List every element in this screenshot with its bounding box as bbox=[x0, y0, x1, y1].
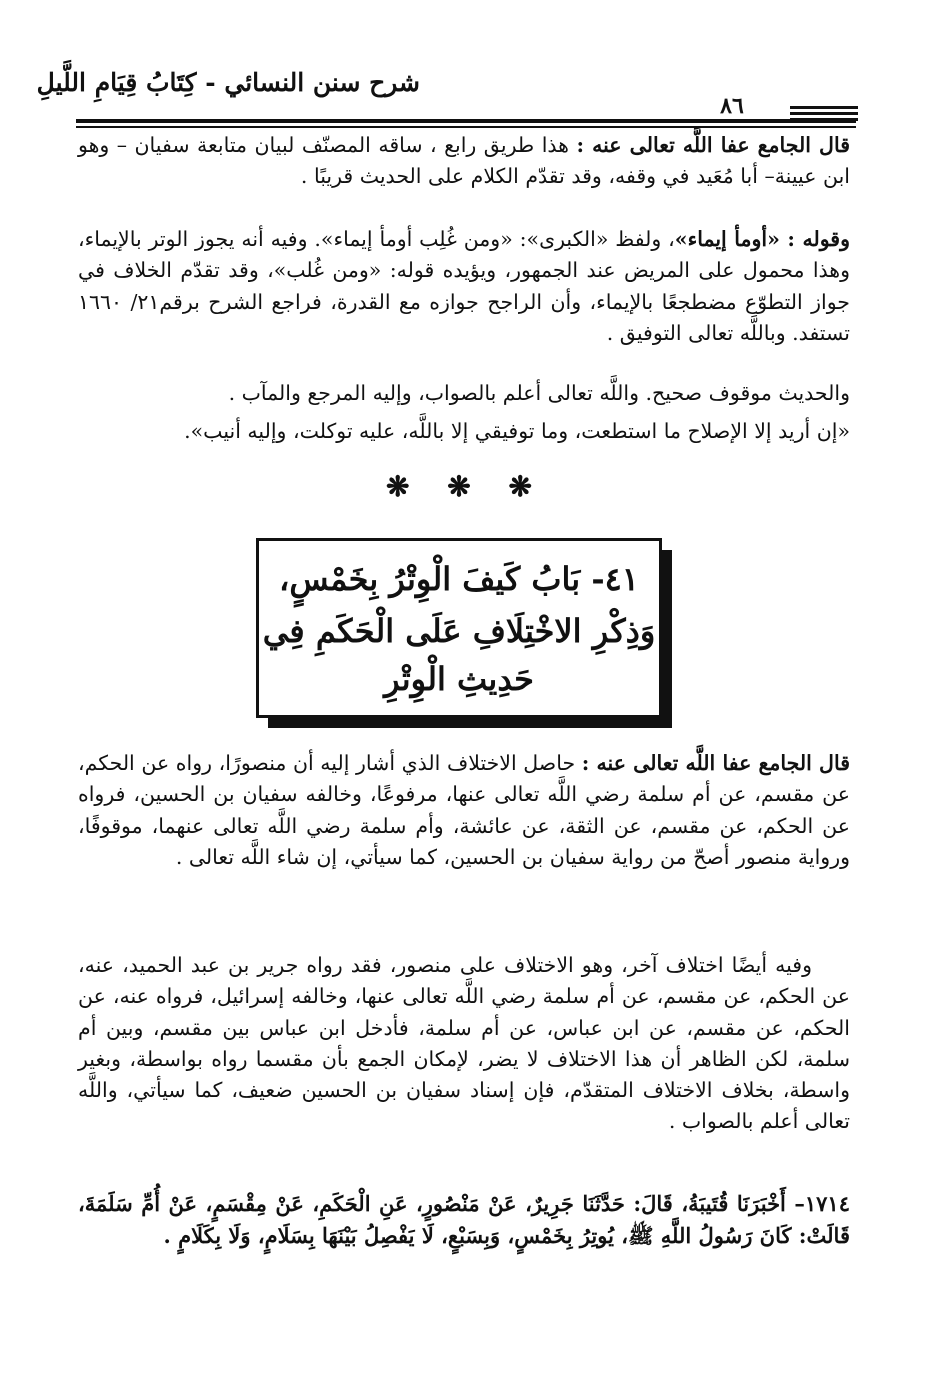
commentary-paragraph-2 bbox=[78, 950, 850, 1138]
running-title: شرح سنن النسائي - كِتَابُ قِيَامِ اللَّيلِ bbox=[36, 68, 420, 97]
section-separator: ❋ ❋ ❋ bbox=[386, 470, 546, 503]
hadith-text: ١٧١٤– أَخْبَرَنَا قُتَيبَةُ، قَالَ: حَدَّثَنَا جَرِيرٌ، عَنْ مَنْصُورٍ، عَنِ الْحَكَمِ، عَنْ مِقْسَمٍ، عَنْ أُمِّ سَلَمَةَ، قَالَتْ: كَانَ رَسُولُ اللَّهِ ﷺ، يُوتِرُ بِخَمْسٍ، وَبِسَبْعٍ، لَا يَفْصِلُ بَيْنَهَا بِسَلَامٍ، وَلَا بِكَلَامٍ . bbox=[78, 1191, 850, 1248]
header-rule bbox=[76, 119, 856, 123]
quote-lead: وقوله : «أومأ إيماء» bbox=[674, 227, 851, 251]
paragraph-text: والحديث موقوف صحيح. واللَّه تعالى أعلم بالصواب، وإليه المرجع والمآب . bbox=[228, 381, 850, 405]
paragraph-text: وفيه أيضًا اختلاف آخر، وهو الاختلاف على منصور، فقد رواه جرير بن عبد الحميد، عنه، عن الحكم، عن مقسم، عن أم سلمة رضي اللَّه تعالى عنها، وخالفه إسرائيل، فرواه عنه، عن الحكم، عن مقسم، عن ابن عباس، عن أم سلمة، فأدخل ابن عباس بين مقسم، وبين أم سلمة، لكن الظاهر أن هذا الاختلاف لا يضر، لإمكان الجمع بأن مقسما رواه بواسطة، وبغير واسطة، بخلاف الاختلاف المتقدّم، فإن إسناد سفيان بن الحسين ضعيف، كما سيأتي، واللَّه تعالى أعلم بالصواب . bbox=[78, 953, 850, 1134]
chapter-title-line-3: حَدِيثِ الْوِتْرِ bbox=[384, 660, 534, 698]
chapter-title-box bbox=[256, 538, 662, 718]
page-number: ٨٦ bbox=[720, 93, 744, 119]
paragraph-text: ، ولفظ «الكبرى»: «ومن غُلِب أومأ إيماء». وفيه أنه يجوز الوتر بالإيماء، وهذا محمول على المريض عند الجمهور، ويؤيده قوله: «ومن غُلب»، وقد تقدّم الخلاف في جواز التطوّع مضطجعًا بالإيماء، وأن الراجح جوازه مع القدرة، فراجع الشرح برقم٢١/ ١٦٦٠ تستفد. وباللَّه تعالى التوفيق . bbox=[78, 227, 850, 345]
intro-paragraph-4 bbox=[78, 416, 850, 447]
commentary-paragraph-1 bbox=[78, 748, 850, 873]
author-lead: قال الجامع عفا اللَّه تعالى عنه : bbox=[576, 133, 850, 157]
chapter-title-line-2: وَذِكْرِ الاخْتِلَافِ عَلَى الْحَكَمِ فِي bbox=[262, 612, 656, 650]
intro-paragraph-2 bbox=[78, 224, 850, 349]
author-lead: قال الجامع عفا اللَّه تعالى عنه : bbox=[581, 751, 850, 775]
intro-paragraph-1 bbox=[78, 130, 850, 193]
chapter-title-line-1: ٤١- بَابُ كَيفَ الْوِتْرُ بِخَمْسٍ، bbox=[279, 560, 639, 598]
header-rule-thin bbox=[76, 126, 856, 128]
paragraph-text: حاصل الاختلاف الذي أشار إليه أن منصورًا، رواه عن الحكم، عن مقسم، عن أم سلمة رضي اللَّه تعالى عنها، مرفوعًا، وخالفه سفيان بن الحسين، فرواه عن الحكم، عن مقسم، عن الثقة، عن عائشة، وأم سلمة رضي اللَّه تعالى عنهما، موقوفًا، ورواية منصور أصحّ من رواية سفيان بن الحسين، كما سيأتي، إن شاء اللَّه تعالى . bbox=[78, 751, 850, 869]
paragraph-text: «إن أريد إلا الإصلاح ما استطعت، وما توفيقي إلا باللَّه، عليه توكلت، وإليه أنيب». bbox=[184, 419, 850, 443]
paragraph-text: هذا طريق رابع ، ساقه المصنّف لبيان متابعة سفيان – وهو ابن عيينة– أبا مُعَيد في وقفه، وقد تقدّم الكلام على الحديث قريبًا . bbox=[78, 133, 850, 189]
intro-paragraph-3 bbox=[78, 378, 850, 409]
